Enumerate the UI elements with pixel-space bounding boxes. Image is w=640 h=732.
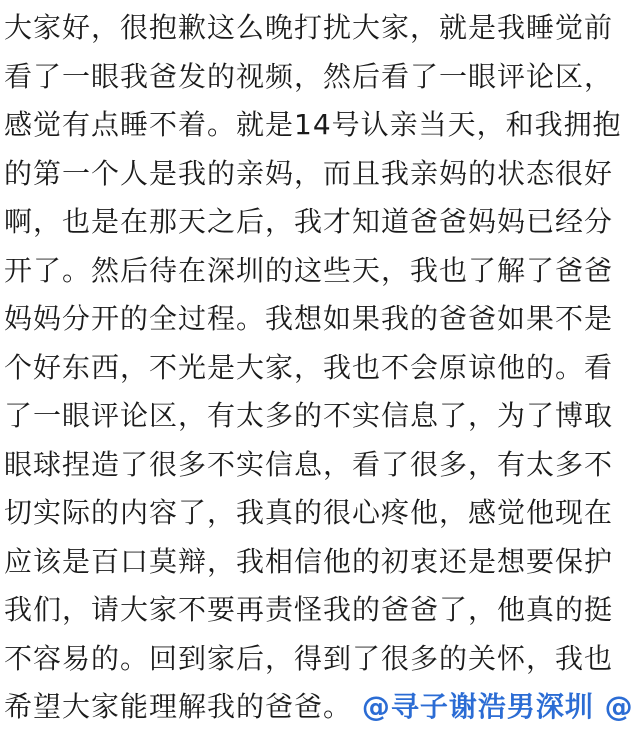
text-line: 妈妈分开的全过程。我想如果我的爸爸如果不是 (4, 302, 614, 335)
text-line: 不容易的。回到家后，得到了很多的关怀，我也 (4, 641, 614, 675)
text-line: 的第一个人是我的亲妈，而且我亲妈的状态很好 (4, 156, 614, 190)
text-line: 大家好，很抱歉这么晚打扰大家，就是我睡觉前 (4, 11, 614, 44)
text-line: 个好东西，不光是大家，我也不会原谅他的。看 (4, 350, 614, 384)
text-line: 看了一眼我爸发的视频，然后看了一眼评论区， (4, 59, 614, 93)
text-line: 了一眼评论区，有太多的不实信息了，为了博取 (4, 399, 614, 432)
user-mention-link[interactable]: @寻子谢浩男深圳 @ (361, 690, 634, 723)
text-line: 我们，请大家不要再责怪我的爸爸了，他真的挺 (4, 593, 614, 626)
text-line-last-text: 希望大家能理解我的爸爸。 (4, 690, 353, 723)
text-line-last (0, 683, 640, 732)
text-line: 感觉有点睡不着。就是14号认亲当天，和我拥抱 (4, 108, 622, 141)
text-line: 切实际的内容了，我真的很心疼他，感觉他现在 (4, 496, 614, 529)
text-line: 应该是百口莫辩，我相信他的初衷还是想要保护 (4, 544, 614, 578)
text-line: 啊，也是在那天之后，我才知道爸爸妈妈已经分 (4, 205, 614, 238)
text-line: 眼球捏造了很多不实信息，看了很多，有太多不 (4, 447, 614, 481)
text-line: 开了。然后待在深圳的这些天，我也了解了爸爸 (4, 253, 614, 287)
